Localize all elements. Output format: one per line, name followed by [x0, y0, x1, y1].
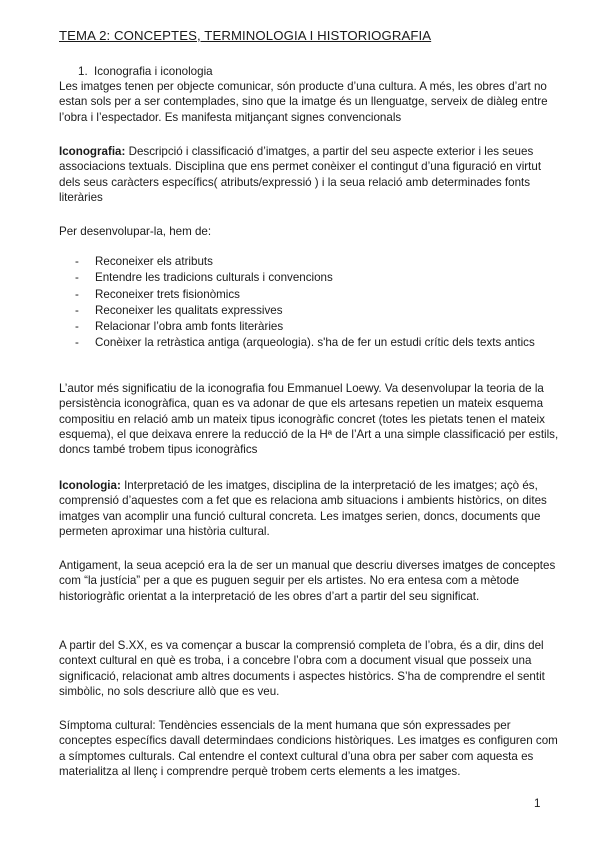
sxx-text: A partir del S.XX, es va començar a buscar la comprensió completa de l’obra, és a dir, dins del context cultural en què es troba, i a concebre l’obra com a document visual que posseix una significació, relacionat amb altres documents i aspectes històrics. S’ha de comprendre el sentit simbòlic, no sols descriure allò que es veu.: [59, 639, 545, 698]
bullet-dash: -: [75, 271, 79, 285]
bullet-dash: -: [75, 255, 79, 268]
list-item-text: Reconeixer trets fisionòmics: [95, 287, 240, 301]
per-desenvolupar-text: Per desenvolupar-la, hem de:: [59, 225, 212, 238]
loewy-paragraph: [59, 381, 559, 457]
list-item-text: Entendre les tradicions culturals i convencions: [95, 271, 333, 285]
bullet-dash: -: [75, 287, 79, 301]
antigament-text: Antigament, la seua acepció era la de ser un manual que descriu diverses imatges de conceptes com “la justícia” per a que es puguen seguir per els artistes. No era entesa com a mètode historiogràfic orientat a la interpretació de les obres d’art a partir del seu significat.: [59, 559, 556, 603]
iconologia-paragraph: [59, 478, 559, 539]
requirements-list: [75, 254, 545, 352]
iconografia-text: Descripció i classificació d’imatges, a partir del seu aspecte exterior i les seues associacions textuals. Disciplina que ens permet conèixer el contingut d’una figuració en virtut dels seus caràcters específics( atributs/expressió ) i la seua relació amb determinades fonts literàries: [59, 145, 542, 204]
page-number: 1: [534, 797, 541, 810]
sxx-paragraph: [59, 638, 559, 699]
simptoma-paragraph: [59, 718, 559, 779]
list-item: [75, 270, 545, 285]
iconografia-paragraph: [59, 144, 559, 205]
list-item: [75, 254, 545, 269]
iconologia-text: Interpretació de les imatges, disciplina de la interpretació de les imatges; açò és, comprensió d’aquestes com a fet que es relaciona amb situacions i ambients històrics, on dites imatges van acomplir una funció cultural concreta. Les imatges serien, doncs, documents que permeten aproximar una història cultural.: [59, 479, 547, 538]
antigament-paragraph: [59, 558, 559, 604]
list-item-text: Relacionar l’obra amb fonts literàries: [95, 320, 284, 334]
bullet-dash: -: [75, 303, 79, 317]
bullet-dash: -: [75, 320, 79, 334]
list-item: [75, 319, 545, 334]
section-number: 1.: [78, 65, 88, 78]
intro-paragraph: [59, 79, 559, 125]
list-item: [75, 335, 545, 350]
iconografia-term: Iconografia:: [59, 145, 126, 158]
section-heading: Iconografia i iconologia: [94, 65, 213, 78]
list-item: [75, 287, 545, 302]
list-item: [75, 303, 545, 318]
simptoma-text: Símptoma cultural: Tendències essencials de la ment humana que són expressades per conceptes específics davall determindaes condicions històriques. Les imatges es configuren com a símptomes culturals. Cal entendre el context cultural d’una obra per saber com aquesta es materialitza al llenç i comprendre perquè trobem certs elements a les imatges.: [59, 719, 558, 778]
list-item-text: Conèixer la retràstica antiga (arqueologia). s'ha de fer un estudi crític dels texts antics: [95, 336, 535, 350]
page-title: TEMA 2: CONCEPTES, TERMINOLOGIA I HISTORIOGRAFIA: [59, 28, 432, 43]
per-desenvolupar-paragraph: [59, 224, 559, 239]
list-item-text: Reconeixer les qualitats expressives: [95, 303, 283, 317]
bullet-dash: -: [75, 336, 79, 350]
loewy-text: L’autor més significatiu de la iconografia fou Emmanuel Loewy. Va desenvolupar la teoria de la persistència iconogràfica, quan es va adonar de que els artesans repetien un mateix esquema compositiu en relació amb un mateix tipus iconogràfic concret (totes les pietats tenen el mateix esquema), el que deixava enrere la reducció de la Hª de l’Art a una simple classificació per estils, doncs també trobem tipus iconogràfics: [59, 382, 559, 457]
iconologia-term: Iconologia:: [59, 479, 121, 492]
intro-text: Les imatges tenen per objecte comunicar, són producte d’una cultura. A més, les obres d’art no estan sols per a ser contemplades, sino que la imatge és un llenguatge, serveix de diàleg entre l’obra i l’espectador. Es manifesta mitjançant signes convencionals: [59, 80, 548, 124]
list-item-text: Reconeixer els atributs: [95, 255, 213, 268]
